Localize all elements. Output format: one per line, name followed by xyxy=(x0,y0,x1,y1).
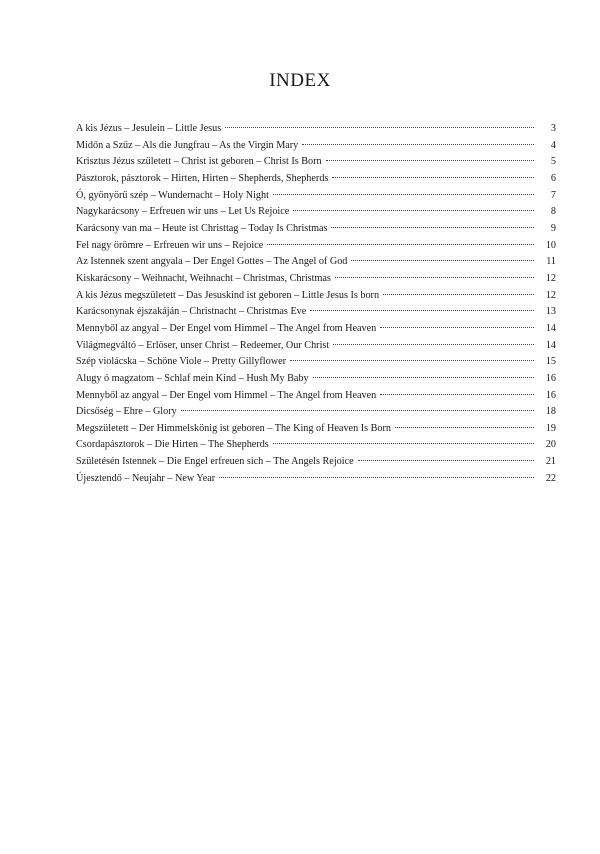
dot-leader xyxy=(273,443,534,444)
dot-leader xyxy=(225,127,534,128)
dot-leader xyxy=(326,160,534,161)
entry-title: Nagykarácsony – Erfreuen wir uns – Let Us Rejoice xyxy=(76,206,290,218)
index-entry xyxy=(76,154,556,171)
dot-leader xyxy=(293,210,534,211)
index-entry xyxy=(76,204,556,221)
entry-page-number: 18 xyxy=(545,406,556,418)
index-entry xyxy=(76,121,556,138)
entry-page-number: 4 xyxy=(550,139,556,151)
index-entry xyxy=(76,171,556,188)
entry-title: A kis Jézus megszületett – Das Jesuskind ist geboren – Little Jesus Is born xyxy=(76,289,380,301)
dot-leader xyxy=(219,477,534,478)
dot-leader xyxy=(332,177,534,178)
dot-leader xyxy=(313,377,534,378)
dot-leader xyxy=(335,277,534,278)
dot-leader xyxy=(383,294,534,295)
entry-page-number: 21 xyxy=(545,456,556,468)
entry-title: Ó, gyönyörű szép – Wundernacht – Holy Night xyxy=(76,189,269,201)
entry-page-number: 13 xyxy=(545,306,556,318)
index-entry xyxy=(76,404,556,421)
entry-title: Mennyből az angyal – Der Engel vom Himmel – The Angel from Heaven xyxy=(76,389,377,401)
index-entry xyxy=(76,188,556,205)
dot-leader xyxy=(331,227,534,228)
entry-title: Dicsőség – Ehre – Glory xyxy=(76,406,177,418)
entry-page-number: 6 xyxy=(550,172,556,184)
entry-page-number: 20 xyxy=(545,439,556,451)
dot-leader xyxy=(333,344,534,345)
index-entry xyxy=(76,454,556,471)
dot-leader xyxy=(290,360,534,361)
entry-page-number: 16 xyxy=(545,389,556,401)
entry-page-number: 5 xyxy=(550,156,556,168)
entry-title: Csordapásztorok – Die Hirten – The Shepherds xyxy=(76,439,269,451)
dot-leader xyxy=(395,427,534,428)
entry-page-number: 22 xyxy=(545,472,556,484)
entry-title: Pásztorok, pásztorok – Hirten, Hirten – Shepherds, Shepherds xyxy=(76,172,329,184)
entry-page-number: 15 xyxy=(545,356,556,368)
index-entry xyxy=(76,437,556,454)
index-entry xyxy=(76,304,556,321)
entry-page-number: 9 xyxy=(550,222,556,234)
dot-leader xyxy=(181,410,534,411)
index-entry xyxy=(76,338,556,355)
dot-leader xyxy=(380,327,534,328)
entry-title: Krisztus Jézus született – Christ ist geboren – Christ Is Born xyxy=(76,156,322,168)
entry-page-number: 16 xyxy=(545,372,556,384)
index-entry xyxy=(76,421,556,438)
dot-leader xyxy=(267,244,534,245)
index-entry xyxy=(76,238,556,255)
entry-title: Midőn a Szűz – Als die Jungfrau – As the Virgin Mary xyxy=(76,139,299,151)
dot-leader xyxy=(302,144,534,145)
entry-page-number: 10 xyxy=(545,239,556,251)
entry-title: Karácsonynak éjszakáján – Christnacht – Christmas Eve xyxy=(76,306,307,318)
entry-page-number: 7 xyxy=(550,189,556,201)
entry-page-number: 14 xyxy=(545,322,556,334)
entry-page-number: 8 xyxy=(550,206,556,218)
entry-title: Karácsony van ma – Heute ist Christtag – Today Is Christmas xyxy=(76,222,328,234)
entry-title: Kiskarácsony – Weihnacht, Weihnacht – Christmas, Christmas xyxy=(76,272,331,284)
index-entry xyxy=(76,288,556,305)
index-entry xyxy=(76,221,556,238)
page-title: INDEX xyxy=(269,70,331,91)
entry-title: A kis Jézus – Jesulein – Little Jesus xyxy=(76,123,222,134)
dot-leader xyxy=(310,310,534,311)
entry-title: Az Istennek szent angyala – Der Engel Gottes – The Angel of God xyxy=(76,256,348,268)
dot-leader xyxy=(351,260,534,261)
index-entry xyxy=(76,138,556,155)
index-entry xyxy=(76,354,556,371)
entry-page-number: 19 xyxy=(545,422,556,434)
entry-page-number: 12 xyxy=(545,289,556,301)
dot-leader xyxy=(380,394,534,395)
entry-title: Fel nagy örömre – Erfreuen wir uns – Rejoice xyxy=(76,239,264,251)
entry-page-number: 11 xyxy=(546,256,556,268)
entry-title: Világmegváltó – Erlöser, unser Christ – Redeemer, Our Christ xyxy=(76,339,330,351)
dot-leader xyxy=(358,460,534,461)
index-entry xyxy=(76,371,556,388)
entry-page-number: 12 xyxy=(545,272,556,284)
index-list xyxy=(76,121,556,487)
entry-page-number: 3 xyxy=(550,123,556,134)
entry-title: Szép violácska – Schöne Viole – Pretty Gillyflower xyxy=(76,356,286,368)
index-entry xyxy=(76,271,556,288)
dot-leader xyxy=(273,194,534,195)
index-entry xyxy=(76,321,556,338)
entry-title: Születésén Istennek – Die Engel erfreuen sich – The Angels Rejoice xyxy=(76,456,354,468)
entry-title: Alugy ó magzatom – Schlaf mein Kind – Hush My Baby xyxy=(76,372,309,384)
index-entry xyxy=(76,471,556,488)
entry-title: Megszületett – Der Himmelskönig ist geboren – The King of Heaven Is Born xyxy=(76,422,391,434)
index-entry xyxy=(76,254,556,271)
entry-title: Mennyből az angyal – Der Engel vom Himmel – The Angel from Heaven xyxy=(76,322,377,334)
index-entry xyxy=(76,388,556,405)
entry-title: Újesztendő – Neujahr – New Year xyxy=(76,472,216,484)
entry-page-number: 14 xyxy=(545,339,556,351)
